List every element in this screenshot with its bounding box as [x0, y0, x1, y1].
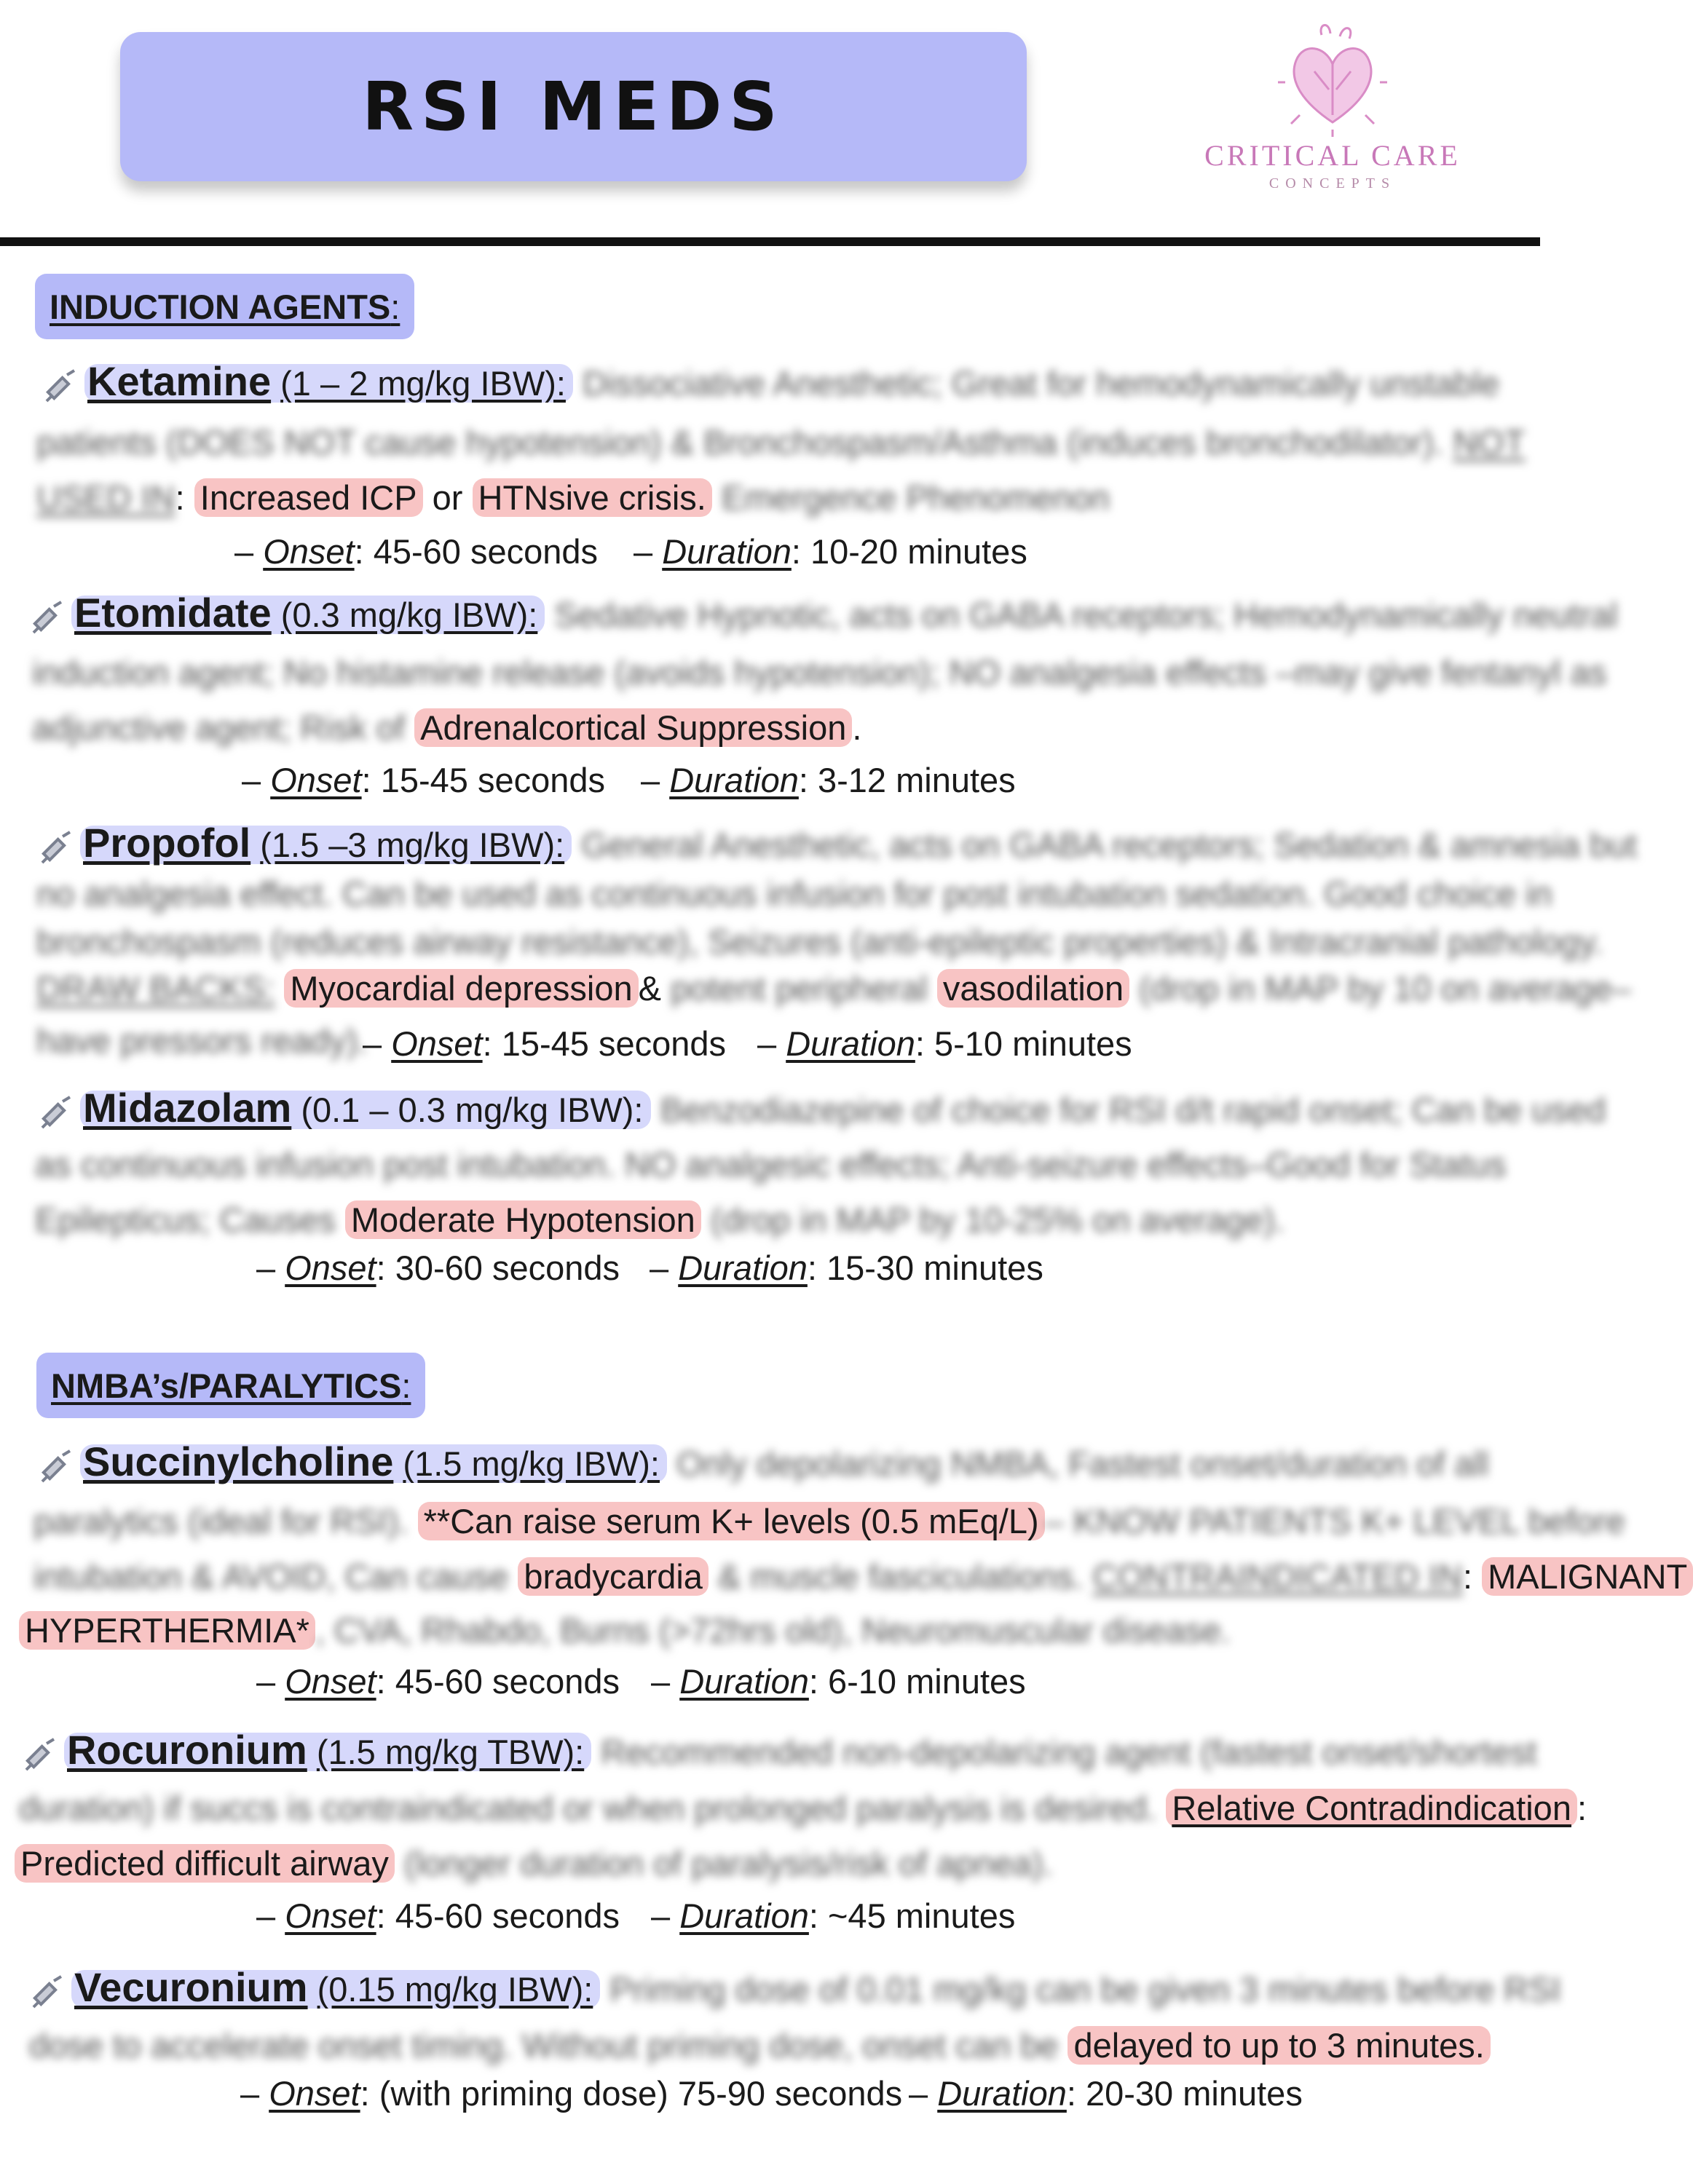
- drug-dose: (0.15 mg/kg IBW):: [317, 1970, 593, 2009]
- warning-highlight: delayed to up to 3 minutes.: [1068, 2026, 1490, 2065]
- drug-name: Rocuronium: [67, 1727, 307, 1773]
- vecuronium-header: [29, 1966, 1561, 2011]
- propofol-line-4: DRAW BACKS: Myocardial depression & potent peripheral vasodilation (drop in MAP by 10 on average–: [36, 969, 1631, 1008]
- drug-dose: (0.1 – 0.3 mg/kg IBW):: [301, 1091, 644, 1129]
- succinylcholine-header: [38, 1440, 1489, 1486]
- onset-value: 30-60 seconds: [395, 1249, 620, 1287]
- etomidate-line-2: induction agent; No histamine release (avoids hypotension); NO analgesia effects –may give fentanyl as: [32, 653, 1607, 692]
- syringe-icon: [22, 1736, 60, 1774]
- drug-name: Propofol: [83, 820, 251, 866]
- drug-highlight: [71, 1964, 600, 2010]
- onset-value: 45-60 seconds: [395, 1662, 620, 1701]
- drug-highlight: [71, 590, 545, 636]
- warning-highlight: HTNsive crisis.: [473, 478, 712, 517]
- drug-description: Priming dose of 0.01 mg/kg can be given 3 minutes before RSI: [609, 1970, 1561, 2009]
- rocuronium-line-2: duration) if succs is contraindicated or when prolonged paralysis is desired. Relative Contradindication :: [19, 1789, 1587, 1827]
- succinylcholine-line-4: HYPERTHERMIA* , CVA, Rhabdo, Burns (>72hrs old), Neuromuscular disease.: [19, 1609, 1231, 1653]
- title-banner: [120, 32, 1027, 181]
- onset-value: (with priming dose) 75-90 seconds: [379, 2074, 903, 2113]
- propofol-onset: – Onset: 15-45 seconds: [363, 1024, 727, 1063]
- syringe-icon: [29, 1974, 67, 2011]
- duration-value: 10-20 minutes: [810, 532, 1027, 571]
- vecuronium-duration: – Duration: 20-30 minutes: [909, 2074, 1303, 2113]
- drug-dose: (1.5 mg/kg IBW):: [403, 1444, 660, 1483]
- etomidate-onset: – Onset: 15-45 seconds: [242, 761, 606, 799]
- midazolam-onset: – Onset: 30-60 seconds: [256, 1249, 620, 1287]
- syringe-icon: [38, 1448, 76, 1486]
- warning-highlight: bradycardia: [518, 1557, 709, 1596]
- rocuronium-header: [22, 1728, 1537, 1774]
- onset-value: 45-60 seconds: [395, 1896, 620, 1935]
- drug-description: Benzodiazepine of choice for RSI d/t rapid onset; Can be used: [660, 1091, 1606, 1129]
- vecuronium-line-2: dose to accelerate onset timing. Without priming dose, onset can be delayed to up to 3 minutes.: [29, 2024, 1491, 2068]
- etomidate-header: [29, 591, 1618, 637]
- drug-highlight: [64, 1727, 591, 1773]
- onset-value: 45-60 seconds: [373, 532, 599, 571]
- drug-description: patients (DOES NOT cause hypotension) & Bronchospasm/Asthma (induces bronchodilator).: [36, 423, 1444, 462]
- rocuronium-duration: – Duration: ~45 minutes: [651, 1896, 1016, 1935]
- drug-dose: (1.5 mg/kg TBW):: [316, 1733, 585, 1771]
- section-label: NMBA’s/PARALYTICS: [51, 1366, 402, 1405]
- rocuronium-line-3: Predicted difficult airway (longer duration of paralysis/risk of apnea).: [15, 1842, 1053, 1886]
- warning-highlight: MALIGNANT: [1482, 1557, 1693, 1596]
- syringe-icon: [38, 1094, 76, 1132]
- ketamine-line-3: USED IN: Increased ICP or HTNsive crisis. Emergence Phenomenon: [36, 478, 1110, 517]
- logo-main-text: CRITICAL CARE: [1204, 139, 1461, 172]
- propofol-line-5: have pressors ready).: [36, 1021, 368, 1060]
- propofol-duration: – Duration: 5-10 minutes: [757, 1024, 1132, 1063]
- warning-highlight: Relative Contradindication: [1166, 1789, 1577, 1827]
- drug-description: Sedative Hypnotic, acts on GABA receptors; Hemodynamically neutral: [554, 596, 1618, 634]
- warning-highlight: Increased ICP: [194, 478, 423, 517]
- drug-description: Only depolarizing NMBA, Fastest onset/duration of all: [676, 1444, 1489, 1483]
- succinylcholine-onset: – Onset: 45-60 seconds: [256, 1662, 620, 1701]
- drug-name: Etomidate: [74, 590, 272, 636]
- drug-name: Succinylcholine: [83, 1439, 394, 1484]
- drug-name: Midazolam: [83, 1085, 292, 1131]
- etomidate-line-3: adjunctive agent; Risk of Adrenalcortical Suppression .: [32, 708, 862, 747]
- section-label: INDUCTION AGENTS: [50, 287, 391, 326]
- drug-name: Ketamine: [87, 358, 272, 404]
- drug-dose: (1 – 2 mg/kg IBW):: [280, 364, 566, 403]
- ketamine-duration: – Duration: 10-20 minutes: [634, 532, 1027, 571]
- onset-value: 15-45 seconds: [501, 1024, 727, 1063]
- ketamine-line-2: patients (DOES NOT cause hypotension) & Bronchospasm/Asthma (induces bronchodilator). NOT: [36, 423, 1526, 462]
- drug-description: Recommended non-depolarizing agent (fastest onset/shortest: [601, 1733, 1537, 1771]
- syringe-icon: [29, 599, 67, 637]
- midazolam-duration: – Duration: 15-30 minutes: [650, 1249, 1043, 1287]
- succinylcholine-line-3: intubation & AVOID, Can cause bradycardia & muscle fasciculations. CONTRAINDICATED IN: MALIGNANT: [33, 1555, 1693, 1599]
- drug-dose: (1.5 –3 mg/kg IBW):: [260, 826, 565, 864]
- drug-name: Vecuronium: [74, 1964, 308, 2010]
- heart-logo-icon: [1278, 20, 1387, 137]
- midazolam-line-2: as continuous infusion post intubation. NO analgesic effects; Anti-seizure effects–Good for Status: [35, 1145, 1507, 1184]
- drug-description: General Anesthetic, acts on GABA receptors; Sedation & amnesia but: [581, 826, 1638, 864]
- duration-value: 20-30 minutes: [1085, 2074, 1303, 2113]
- syringe-icon: [42, 368, 80, 405]
- warning-highlight: Adrenalcortical Suppression: [414, 708, 852, 747]
- duration-value: 6-10 minutes: [827, 1662, 1026, 1701]
- header-divider: [0, 237, 1540, 246]
- ketamine-onset: – Onset: 45-60 seconds: [234, 532, 599, 571]
- drug-highlight: [80, 1085, 651, 1131]
- succinylcholine-duration: – Duration: 6-10 minutes: [651, 1662, 1026, 1701]
- vecuronium-onset: – Onset: (with priming dose) 75-90 seconds: [240, 2074, 903, 2113]
- midazolam-line-3: Epilepticus; Causes Moderate Hypotension (drop in MAP by 10-25% on average).: [35, 1200, 1284, 1239]
- warning-highlight: Predicted difficult airway: [15, 1844, 395, 1883]
- duration-value: 3-12 minutes: [817, 761, 1016, 799]
- duration-value: 15-30 minutes: [826, 1249, 1043, 1287]
- duration-value: 5-10 minutes: [934, 1024, 1132, 1063]
- etomidate-duration: – Duration: 3-12 minutes: [641, 761, 1016, 799]
- succinylcholine-line-2: paralytics (ideal for RSI). **Can raise serum K+ levels (0.5 mEq/L) – KNOW PATIENTS K+ LEVEL before: [33, 1502, 1625, 1540]
- drug-description: Dissociative Anesthetic; Great for hemodynamically unstable: [583, 364, 1500, 403]
- logo-sub-text: CONCEPTS: [1268, 175, 1397, 191]
- section-induction-agents: INDUCTION AGENTS :: [35, 274, 414, 339]
- propofol-line-2: no analgesia effect. Can be used as continuous infusion for post intubation sedation. Good choice in: [36, 874, 1552, 913]
- drug-dose: (0.3 mg/kg IBW):: [280, 596, 538, 634]
- duration-value: ~45 minutes: [827, 1896, 1016, 1935]
- rocuronium-onset: – Onset: 45-60 seconds: [256, 1896, 620, 1935]
- propofol-header: [38, 821, 1637, 867]
- drug-highlight: [80, 820, 572, 866]
- midazolam-header: [38, 1086, 1606, 1132]
- warning-highlight: Myocardial depression: [284, 969, 638, 1008]
- propofol-line-3: bronchospasm (reduces airway resistance), Seizures (anti-epileptic properties) & Intracranial pathology.: [36, 922, 1603, 961]
- drug-highlight: [80, 1439, 667, 1484]
- ketamine-header: [42, 360, 1499, 405]
- drug-highlight: [84, 358, 573, 404]
- section-paralytics: NMBA’s/PARALYTICS :: [36, 1353, 425, 1418]
- onset-value: 15-45 seconds: [380, 761, 606, 799]
- warning-highlight: vasodilation: [937, 969, 1129, 1008]
- page-title: RSI MEDS: [362, 68, 785, 146]
- logo: [1194, 20, 1471, 202]
- warning-highlight: HYPERTHERMIA*: [19, 1611, 315, 1650]
- warning-highlight: **Can raise serum K+ levels (0.5 mEq/L): [418, 1502, 1045, 1540]
- warning-highlight: Moderate Hypotension: [345, 1200, 701, 1239]
- syringe-icon: [38, 829, 76, 867]
